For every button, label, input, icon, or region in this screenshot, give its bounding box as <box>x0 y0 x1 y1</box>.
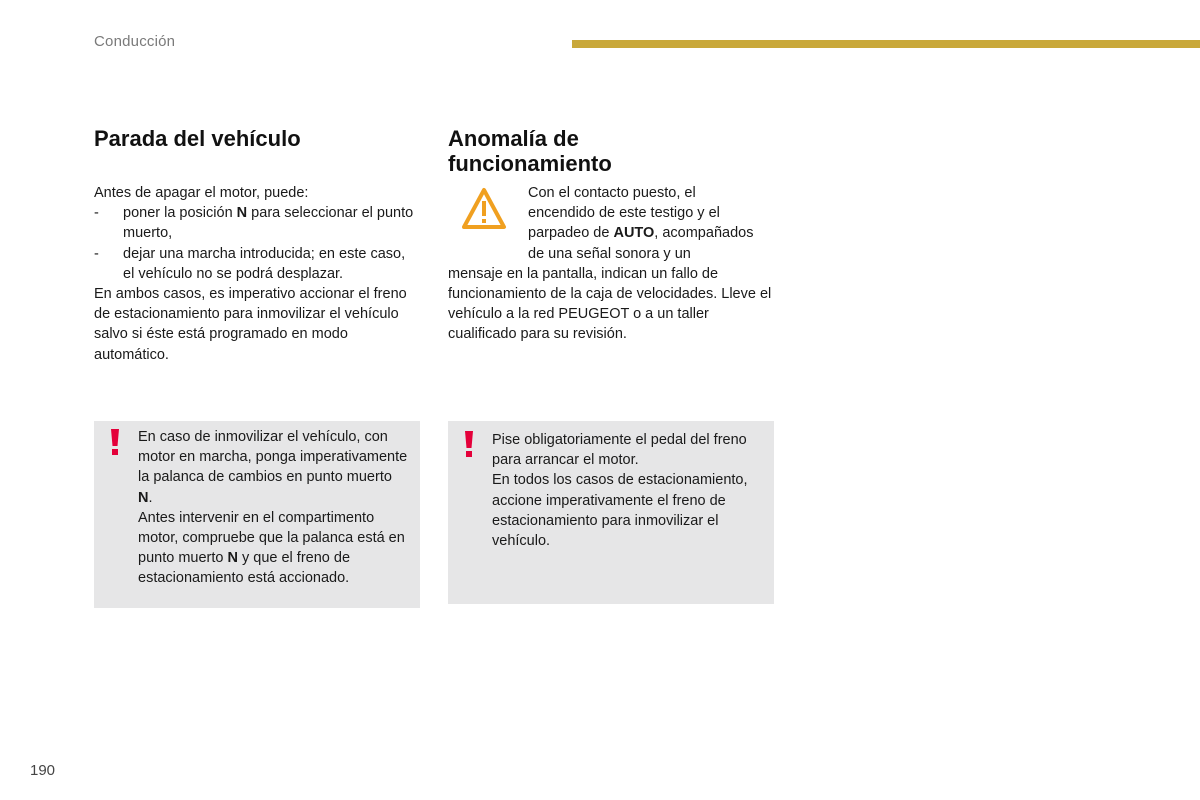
section-body: Con el contacto puesto, el encendido de este testigo y el parpadeo de AUTO, acompañados de una señal sonora y un mensaje en la pantalla, indican un fallo de funcionamiento de la caja de velocidades. Lleve el vehículo a la red PEUGEOT o a un taller cualificado para su revisión. <box>448 183 774 345</box>
malfunction-section <box>448 126 774 345</box>
header-accent-bar <box>572 40 1200 48</box>
page-number: 190 <box>30 762 56 779</box>
paragraph: En ambos casos, es imperativo accionar el freno de estacionamiento para inmovilizar el vehículo salvo si éste está programado en modo automático. <box>94 286 407 363</box>
paragraph: mensaje en la pantalla, indican un fallo de funcionamiento de la caja de velocidades. Lleve el vehículo a la red PEUGEOT o a un taller cualificado para su revisión. <box>448 265 772 343</box>
note-paragraph: En todos los casos de estacionamiento, accione imperativamente el freno de estacionamiento para inmovilizar el vehículo. <box>492 472 748 550</box>
warning-note <box>94 421 420 608</box>
section-title: Anomalía de funcionamiento <box>448 126 612 176</box>
stopping-section <box>94 126 420 365</box>
warning-triangle-icon <box>460 186 508 232</box>
list-item: - dejar una marcha introducida; en este caso, el vehículo no se podrá desplazar. <box>94 245 406 282</box>
warning-note <box>448 421 774 604</box>
list-item: - poner la posición N para seleccionar el punto muerto, <box>94 205 414 242</box>
section-body <box>94 183 420 365</box>
exclamation-icon <box>108 427 122 457</box>
section-title: Parada del vehículo <box>94 126 301 151</box>
intro-text: Antes de apagar el motor, puede: <box>94 185 309 201</box>
note-paragraph: Antes intervenir en el compartimento motor, compruebe que la palanca está en punto muerto N y que el freno de estacionamiento está accionado. <box>138 509 405 587</box>
exclamation-icon <box>462 429 476 459</box>
note-paragraph: Pise obligatoriamente el pedal del freno para arrancar el motor. <box>492 432 747 469</box>
section-header: Conducción <box>94 33 176 50</box>
note-paragraph: En caso de inmovilizar el vehículo, con motor en marcha, ponga imperativamente la palanca de cambios en punto muerto N. <box>138 429 408 506</box>
